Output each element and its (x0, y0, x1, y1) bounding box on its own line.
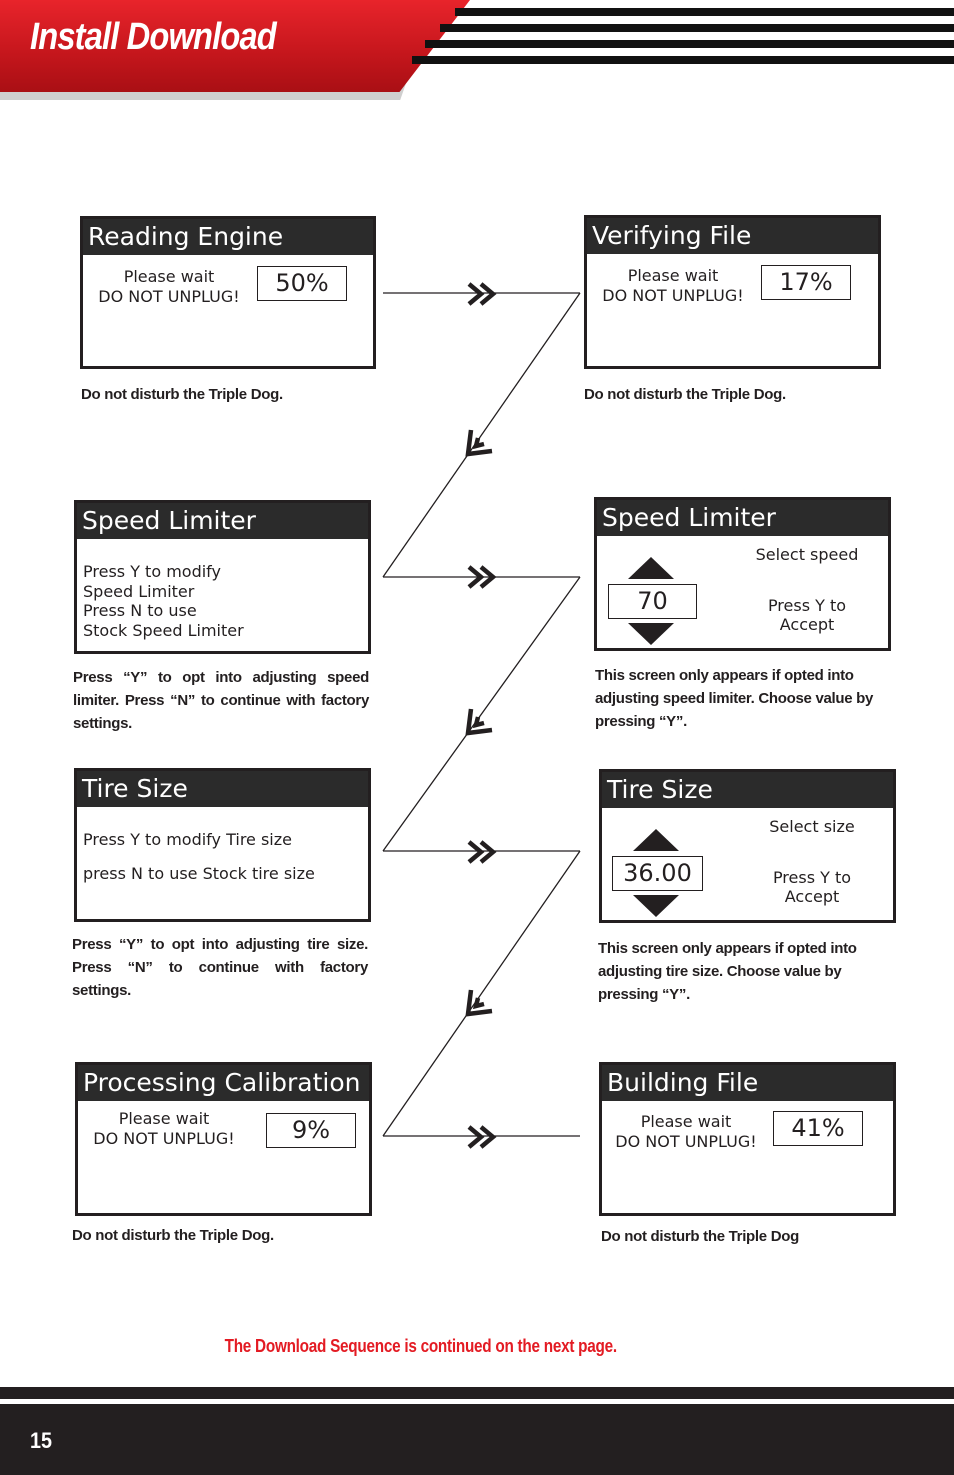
unplug-warning: DO NOT UNPLUG! (93, 1129, 235, 1148)
caption: This screen only appears if opted into adjusting speed limiter. Choose value by pressing “Y”. (595, 667, 874, 730)
screen-speed-limiter-prompt (74, 500, 371, 654)
select-label: Select size (769, 817, 855, 836)
screen-processing-calibration (75, 1062, 372, 1216)
prompt-line: Press Y to modify Tire size (83, 830, 292, 849)
screen-title: Reading Engine (83, 219, 373, 255)
progress-percent: 50% (257, 266, 347, 301)
unplug-warning: DO NOT UNPLUG! (98, 287, 240, 306)
screen-tire-size-prompt (74, 768, 371, 922)
prompt-line: Speed Limiter (83, 582, 195, 601)
double-chevron-right-icon (469, 284, 493, 304)
screen-title: Verifying File (587, 218, 878, 254)
footer-rule (0, 1387, 954, 1399)
tire-size-value: 36.00 (612, 856, 703, 891)
screen-title: Speed Limiter (77, 503, 368, 539)
prompt-line: press N to use Stock tire size (83, 864, 315, 883)
accept-text: Accept (779, 615, 835, 634)
footer-bar (0, 1404, 954, 1475)
caption: Do not disturb the Triple Dog. (72, 1227, 274, 1244)
continued-note: The Download Sequence is continued on the next page. (224, 1336, 617, 1356)
double-chevron-down-left-icon (468, 709, 492, 733)
screen-speed-limiter-select (594, 497, 891, 651)
screen-title: Processing Calibration (78, 1065, 369, 1101)
caption: Do not disturb the Triple Dog. (81, 386, 283, 403)
progress-percent: 17% (761, 265, 851, 300)
wait-text: Please wait (640, 1112, 732, 1131)
page-title: Install Download (30, 16, 276, 58)
progress-percent: 41% (773, 1111, 863, 1146)
arrow-down-icon (633, 895, 679, 917)
connector-line (383, 293, 580, 577)
screen-reading-engine (80, 216, 376, 369)
prompt-line: Press N to use (83, 601, 197, 620)
screen-tire-size-select (599, 769, 896, 923)
double-chevron-right-icon (469, 842, 493, 862)
unplug-warning: DO NOT UNPLUG! (615, 1132, 757, 1151)
accept-text: Press Y to (767, 596, 847, 615)
double-chevron-right-icon (469, 1127, 493, 1147)
wait-text: Please wait (627, 266, 719, 285)
screen-title: Tire Size (77, 771, 368, 807)
accept-text: Press Y to (772, 868, 852, 887)
progress-percent: 9% (266, 1113, 356, 1148)
arrow-down-icon (628, 623, 674, 645)
screen-title: Speed Limiter (597, 500, 888, 536)
wait-text: Please wait (118, 1109, 210, 1128)
prompt-line: Stock Speed Limiter (83, 621, 244, 640)
caption: Press “Y” to opt into adjusting tire size. Press “N” to continue with factory settings. (72, 936, 368, 999)
screen-building-file (599, 1062, 896, 1216)
speed-value: 70 (608, 584, 697, 619)
prompt-line: Press Y to modify (83, 562, 221, 581)
connector-line (383, 577, 580, 851)
caption: This screen only appears if opted into adjusting tire size. Choose value by pressing “Y”. (598, 940, 857, 1003)
double-chevron-down-left-icon (468, 990, 492, 1014)
arrow-up-icon (628, 557, 674, 579)
accept-text: Accept (784, 887, 840, 906)
select-label: Select speed (755, 545, 859, 564)
caption: Press “Y” to opt into adjusting speed limiter. Press “N” to continue with factory settings. (73, 669, 369, 732)
caption: Do not disturb the Triple Dog (601, 1228, 799, 1245)
screen-title: Tire Size (602, 772, 893, 808)
screen-verifying-file (584, 215, 881, 369)
screen-title: Building File (602, 1065, 893, 1101)
connector-line (383, 851, 580, 1136)
arrow-up-icon (633, 829, 679, 851)
wait-text: Please wait (123, 267, 215, 286)
unplug-warning: DO NOT UNPLUG! (602, 286, 744, 305)
page-number: 15 (30, 1428, 53, 1453)
caption: Do not disturb the Triple Dog. (584, 386, 786, 403)
